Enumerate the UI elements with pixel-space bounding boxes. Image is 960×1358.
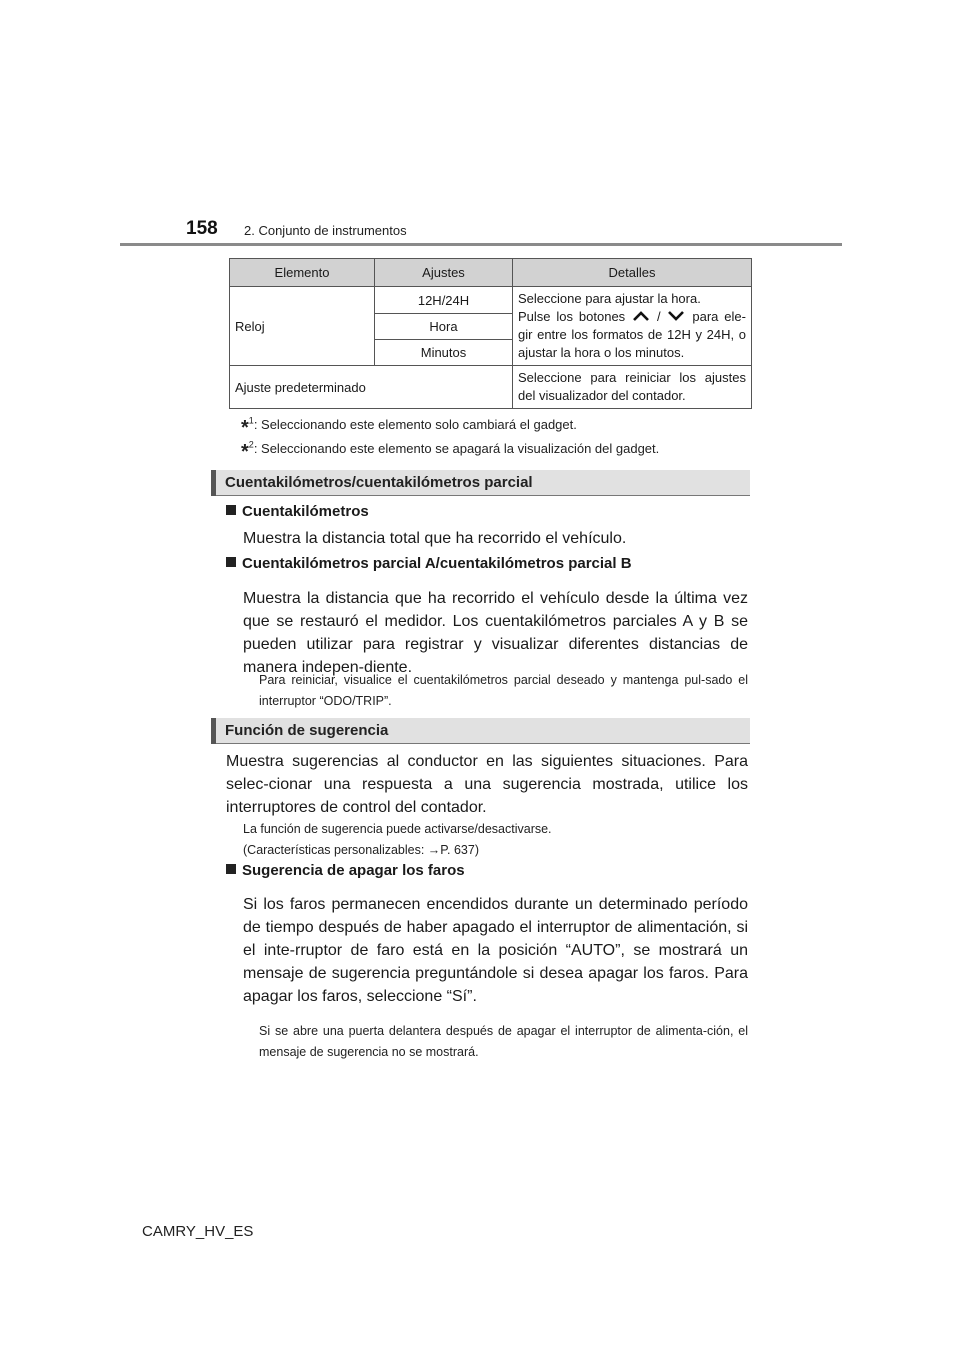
cell-reloj-details xyxy=(513,287,752,366)
section-accent-bar xyxy=(211,718,216,744)
details-line-1: Seleccione para ajustar la hora. xyxy=(518,291,701,306)
subheading-odometer: Cuentakilómetros xyxy=(226,503,369,520)
table-header-row xyxy=(230,259,752,287)
paragraph-headlights: Si los faros permanecen encendidos durante un determinado período de tiempo después de haber apagado el interruptor de alimentación, si el inte-rruptor de faro está en la posición “AUTO”, se mostrará un mensaje de sugerencia preguntándole si desea apagar los faros. Para apagar los faros, seleccione “Sí”. xyxy=(243,896,748,1005)
note-headlights: Si se abre una puerta delantera después de apagar el interruptor de alimenta-ción, el mensaje de sugerencia no se mostrará. xyxy=(259,1024,748,1059)
details-line-2b: para ele- xyxy=(692,309,746,324)
header-divider xyxy=(120,243,842,246)
subheading-trip-meter: Cuentakilómetros parcial A/cuentakilómetros parcial B xyxy=(226,555,632,572)
footnote-1: *$^1$: Seleccionando este elemento solo cambiará el gadget. xyxy=(241,415,577,439)
table-row xyxy=(230,366,752,409)
subheading-headlights: Sugerencia de apagar los faros xyxy=(226,862,465,879)
section-title: Cuentakilómetros/cuentakilómetros parcial xyxy=(225,474,533,491)
details-separator: / xyxy=(656,309,661,324)
note-suggestion: La función de sugerencia puede activarse/desactivarse. (Características personalizables: →P. 637) xyxy=(243,822,552,857)
page-number: 158 xyxy=(186,218,218,239)
section-accent-bar xyxy=(211,470,216,496)
note-trip-reset: Para reiniciar, visualice el cuentakilómetros parcial deseado y mantenga pul-sado el interruptor “ODO/TRIP”. xyxy=(259,673,748,708)
paragraph-suggestion-intro: Muestra sugerencias al conductor en las siguientes situaciones. Para selec-cionar una respuesta a una sugerencia mostrada, utilice los interruptores de control del contador. xyxy=(226,753,748,816)
cell-12h24h: 12H/24H xyxy=(375,287,513,314)
footnote-2: *$^2$: Seleccionando este elemento se apagará la visualización del gadget. xyxy=(241,439,660,463)
clock-settings-table xyxy=(229,258,752,409)
chapter-title: 2. Conjunto de instrumentos xyxy=(244,223,407,238)
column-header-settings: Ajustes xyxy=(375,259,513,287)
section-title: Función de sugerencia xyxy=(225,722,389,739)
document-code: CAMRY_HV_ES xyxy=(142,1223,254,1240)
cell-default: Ajuste predeterminado xyxy=(230,366,513,409)
section-heading-odometer xyxy=(211,470,750,496)
column-header-details: Detalles xyxy=(513,259,752,287)
table-row xyxy=(230,287,752,314)
chevron-up-icon xyxy=(631,310,651,322)
details-line-3: gir entre los formatos de 12H y 24H, o ajustar la hora o los minutos. xyxy=(518,327,746,360)
section-heading-suggestion xyxy=(211,718,750,744)
cell-default-details: Seleccione para reiniciar los ajustes del visualizador del contador. xyxy=(513,366,752,409)
details-line-2a: Pulse los botones xyxy=(518,309,626,324)
square-bullet-icon xyxy=(226,557,236,567)
column-header-element: Elemento xyxy=(230,259,375,287)
square-bullet-icon xyxy=(226,864,236,874)
chevron-down-icon xyxy=(666,310,686,322)
paragraph-odometer: Muestra la distancia total que ha recorrido el vehículo. xyxy=(243,530,627,547)
paragraph-trip-meter: Muestra la distancia que ha recorrido el vehículo desde la última vez que se restauró el medidor. Los cuentakilómetros parciales A y B se pueden utilizar para registrar y visualizar diferentes distancias de manera indepen-diente. xyxy=(243,590,748,676)
cell-minutos: Minutos xyxy=(375,340,513,366)
cell-reloj: Reloj xyxy=(230,287,375,366)
cell-hora: Hora xyxy=(375,314,513,340)
square-bullet-icon xyxy=(226,505,236,515)
